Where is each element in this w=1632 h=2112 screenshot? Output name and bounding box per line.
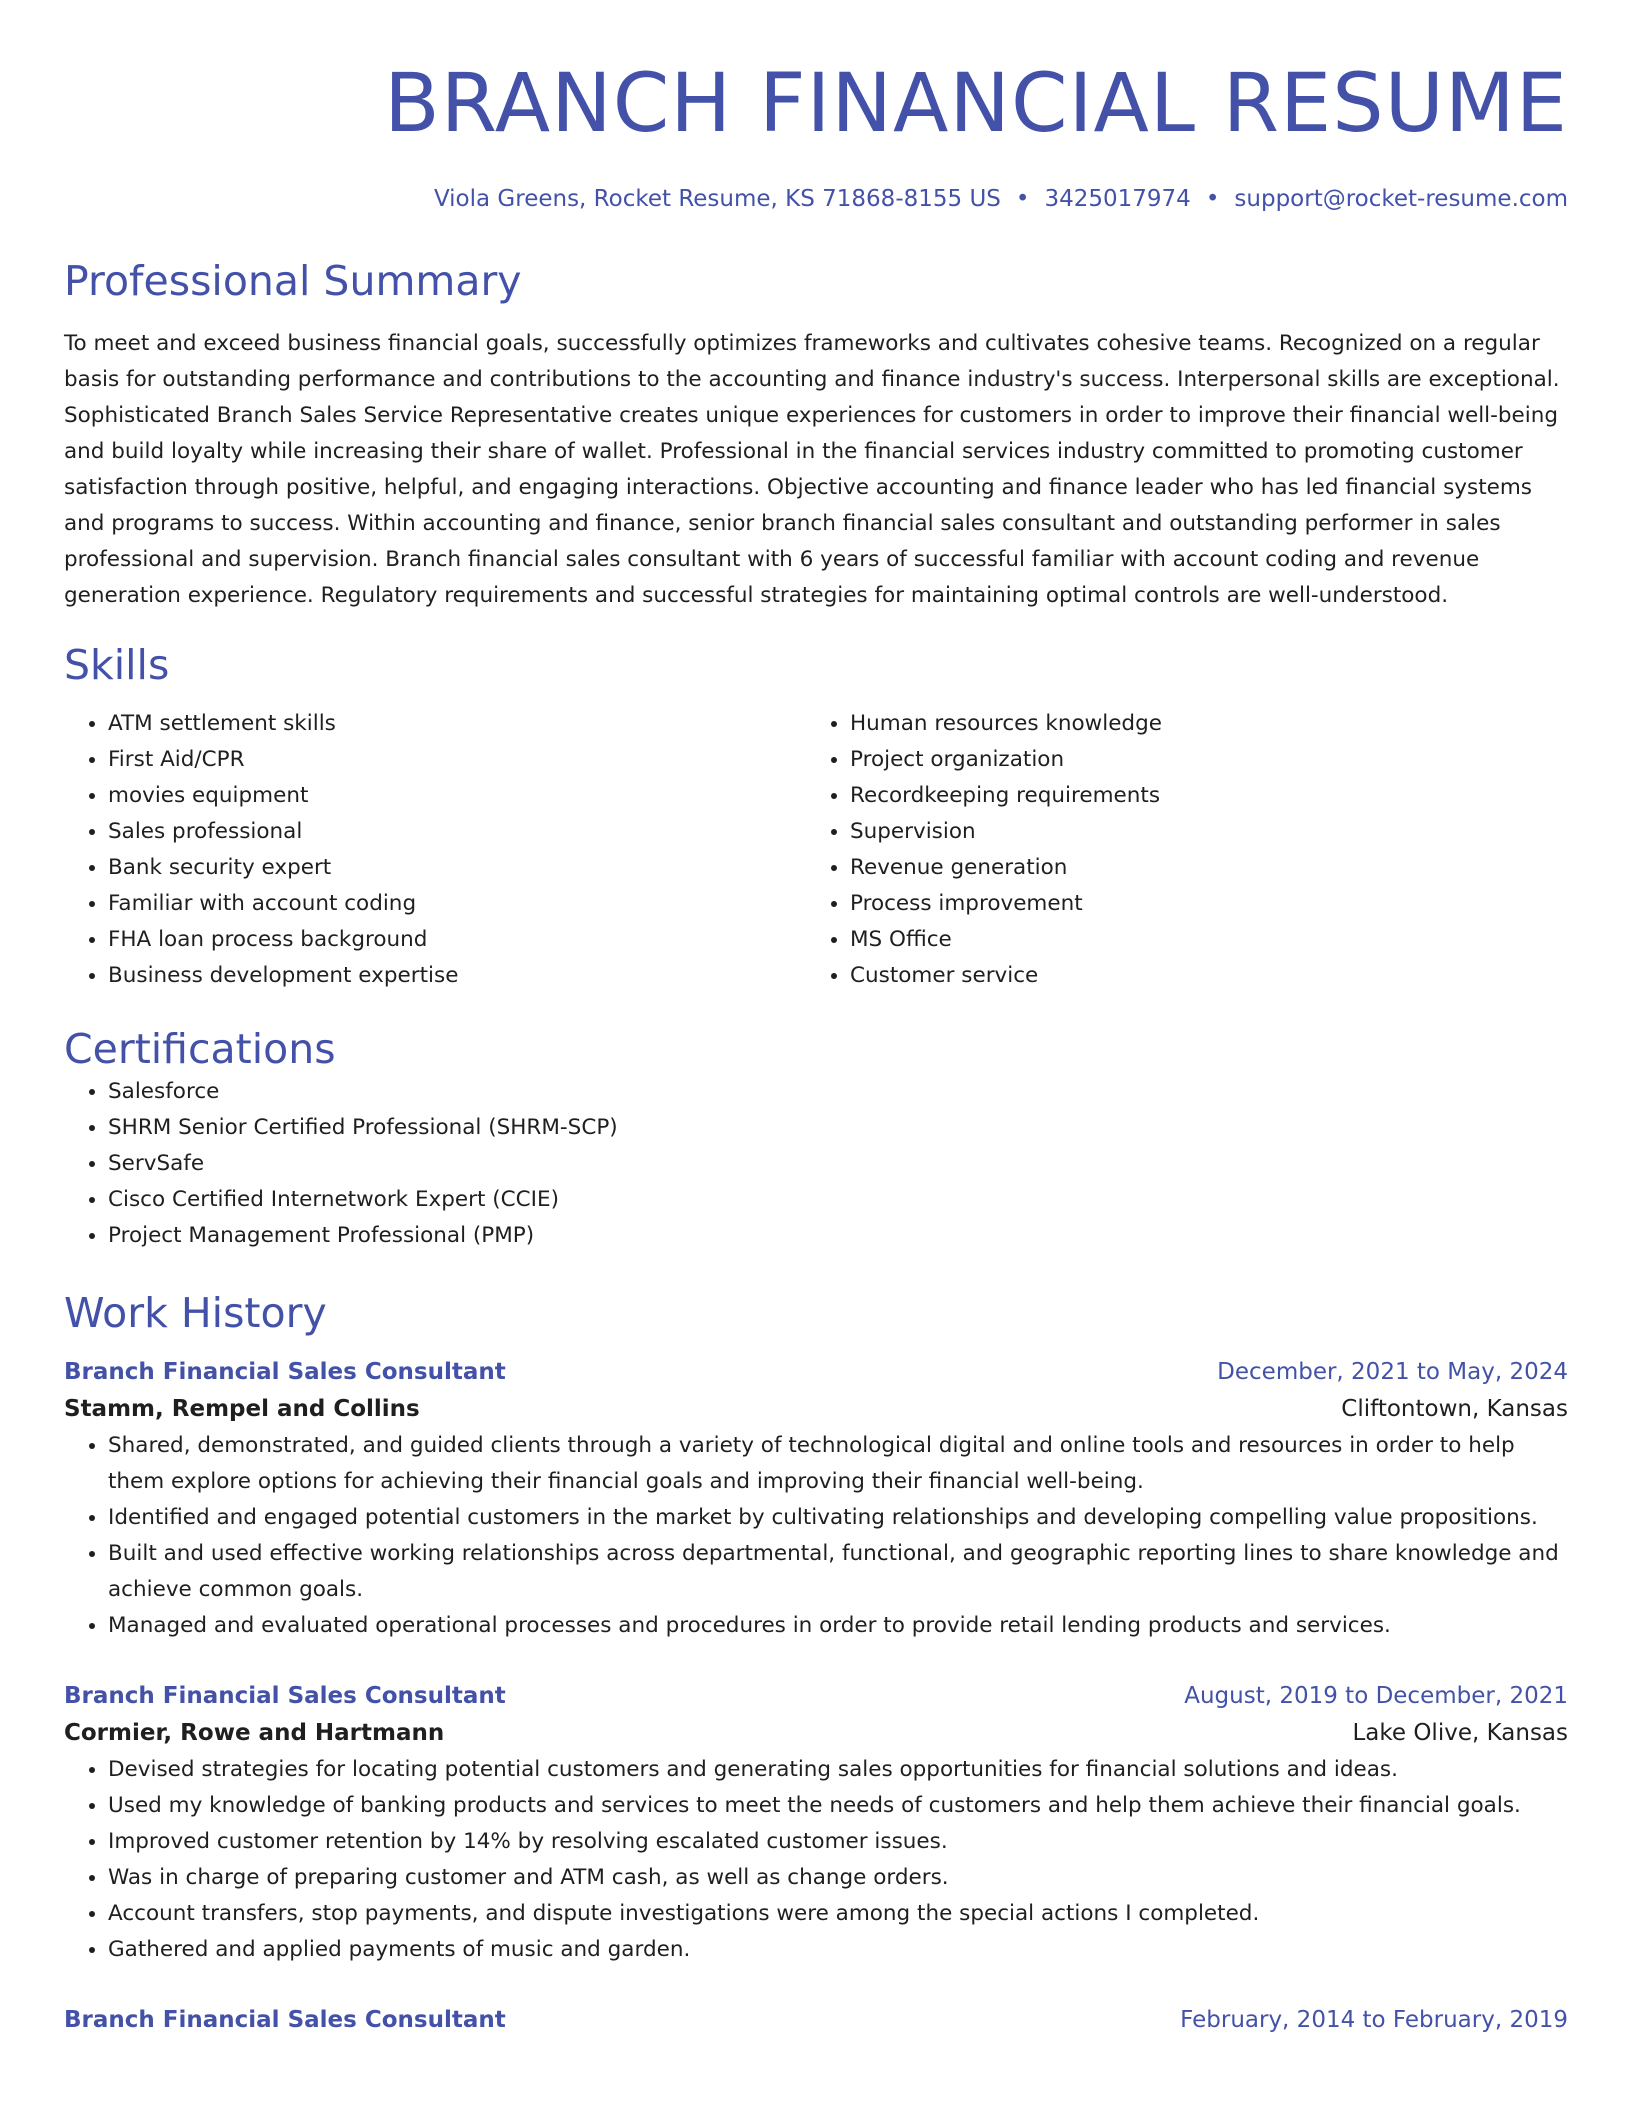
job-header bbox=[64, 2002, 1568, 2038]
job-bullet: • Built and used effective working relationships across departmental, functional, and geographic reporting lines to share knowledge and achieve common goals. bbox=[108, 1536, 1568, 1608]
job-bullet: • Used my knowledge of banking products and services to meet the needs of customers and help them achieve their financial goals. bbox=[108, 1788, 1568, 1824]
job-company: Stamm, Rempel and Collins bbox=[64, 1396, 420, 1422]
skill-item: • Process improvement bbox=[850, 886, 1568, 922]
contact-email: support@rocket-resume.com bbox=[1234, 186, 1568, 212]
job-entry bbox=[64, 1354, 1568, 1644]
job-subheader bbox=[64, 1390, 1568, 1428]
job-company: Cormier, Rowe and Hartmann bbox=[64, 1720, 445, 1746]
job-header bbox=[64, 1354, 1568, 1390]
summary-title: Professional Summary bbox=[64, 257, 522, 305]
skill-item: • Bank security expert bbox=[108, 850, 806, 886]
skill-item: • Sales professional bbox=[108, 814, 806, 850]
skill-item: • First Aid/CPR bbox=[108, 742, 806, 778]
skill-item: • Supervision bbox=[850, 814, 1568, 850]
job-bullet: • Managed and evaluated operational processes and procedures in order to provide retail lending products and services. bbox=[108, 1608, 1568, 1644]
job-title: Branch Financial Sales Consultant bbox=[64, 1683, 506, 1709]
skill-item: • FHA loan process background bbox=[108, 922, 806, 958]
certification-item: • Project Management Professional (PMP) bbox=[108, 1218, 1568, 1254]
certification-item: • SHRM Senior Certified Professional (SHRM-SCP) bbox=[108, 1110, 1568, 1146]
job-dates: February, 2014 to February, 2019 bbox=[1180, 2007, 1568, 2033]
certifications-list bbox=[64, 1074, 1568, 1254]
job-location: Cliftontown, Kansas bbox=[1341, 1396, 1568, 1422]
certifications-section bbox=[64, 1024, 1568, 1254]
job-bullet: • Account transfers, stop payments, and dispute investigations were among the special actions I completed. bbox=[108, 1896, 1568, 1932]
contact-separator: • bbox=[1015, 186, 1030, 212]
resume-name: BRANCH FINANCIAL RESUME bbox=[384, 57, 1568, 151]
work-history-title: Work History bbox=[64, 1289, 327, 1337]
certification-item: • ServSafe bbox=[108, 1146, 1568, 1182]
contact-line bbox=[64, 184, 1568, 214]
job-bullet: • Was in charge of preparing customer and ATM cash, as well as change orders. bbox=[108, 1860, 1568, 1896]
skill-item: • Business development expertise bbox=[108, 958, 806, 994]
certifications-title: Certifications bbox=[64, 1025, 336, 1073]
job-entry bbox=[64, 2002, 1568, 2038]
skill-item: • Project organization bbox=[850, 742, 1568, 778]
skill-item: • Revenue generation bbox=[850, 850, 1568, 886]
skill-item: • Familiar with account coding bbox=[108, 886, 806, 922]
job-bullet: • Gathered and applied payments of music and garden. bbox=[108, 1932, 1568, 1968]
summary-text: To meet and exceed business financial goals, successfully optimizes frameworks and cultivates cohesive teams. Recognized on a regular basis for outstanding performance and contributions to the accounting and finance industry's success. Interpersonal skills are exceptional. Sophisticated Branch Sales Service Representative creates unique experiences for customers in order to improve their financial well-being and build loyalty while increasing their share of wallet. Professional in the financial services industry committed to promoting customer satisfaction through positive, helpful, and engaging interactions. Objective accounting and finance leader who has led financial systems and programs to success. Within accounting and finance, senior branch financial sales consultant and outstanding performer in sales professional and supervision. Branch financial sales consultant with 6 years of successful familiar with account coding and revenue generation experience. Regulatory requirements and successful strategies for maintaining optimal controls are well-understood. bbox=[64, 331, 1560, 608]
job-bullet: • Improved customer retention by 14% by resolving escalated customer issues. bbox=[108, 1824, 1568, 1860]
resume-header bbox=[64, 0, 1568, 214]
skill-item: • MS Office bbox=[850, 922, 1568, 958]
contact-address: Viola Greens, Rocket Resume, KS 71868-8155 US bbox=[433, 186, 1001, 212]
job-dates: December, 2021 to May, 2024 bbox=[1217, 1359, 1568, 1385]
job-bullets bbox=[64, 1752, 1568, 1968]
skills-title: Skills bbox=[64, 641, 170, 689]
job-dates: August, 2019 to December, 2021 bbox=[1184, 1683, 1568, 1709]
job-entry bbox=[64, 1678, 1568, 1968]
certification-item: • Cisco Certified Internetwork Expert (CCIE) bbox=[108, 1182, 1568, 1218]
skill-item: • movies equipment bbox=[108, 778, 806, 814]
job-bullets bbox=[64, 1428, 1568, 1644]
certification-item: • Salesforce bbox=[108, 1074, 1568, 1110]
job-bullet: • Shared, demonstrated, and guided clients through a variety of technological digital and online tools and resources in order to help them explore options for achieving their financial goals and improving their financial well-being. bbox=[108, 1428, 1568, 1500]
job-title: Branch Financial Sales Consultant bbox=[64, 1359, 506, 1385]
skills-list-left bbox=[64, 706, 806, 994]
skills-list-right bbox=[806, 706, 1568, 994]
job-bullet: • Devised strategies for locating potential customers and generating sales opportunities for financial solutions and ideas. bbox=[108, 1752, 1568, 1788]
skill-item: • ATM settlement skills bbox=[108, 706, 806, 742]
job-location: Lake Olive, Kansas bbox=[1352, 1720, 1568, 1746]
job-header bbox=[64, 1678, 1568, 1714]
work-history-section bbox=[64, 1288, 1568, 2038]
skill-item: • Recordkeeping requirements bbox=[850, 778, 1568, 814]
contact-phone: 3425017974 bbox=[1044, 186, 1191, 212]
summary-section bbox=[64, 256, 1568, 614]
job-bullet: • Identified and engaged potential customers in the market by cultivating relationships and developing compelling value propositions. bbox=[108, 1500, 1568, 1536]
skill-item: • Customer service bbox=[850, 958, 1568, 994]
contact-separator: • bbox=[1205, 186, 1220, 212]
skill-item: • Human resources knowledge bbox=[850, 706, 1568, 742]
job-subheader bbox=[64, 1714, 1568, 1752]
skills-grid bbox=[64, 706, 1568, 994]
job-title: Branch Financial Sales Consultant bbox=[64, 2007, 506, 2033]
skills-section bbox=[64, 640, 1568, 994]
